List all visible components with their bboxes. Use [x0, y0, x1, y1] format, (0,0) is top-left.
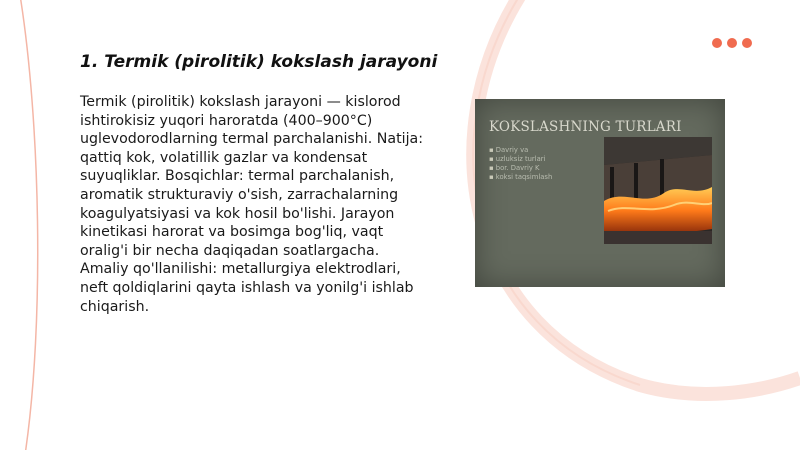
dot-icon: [742, 38, 752, 48]
image-bullet: ▪ bor. Davriy K: [489, 164, 609, 173]
coke-oven-photo: [604, 137, 712, 244]
slide-title: 1. Termik (pirolitik) kokslash jarayoni: [80, 52, 438, 72]
oven-fire-graphic: [604, 137, 712, 244]
image-bullet-list: [489, 146, 609, 182]
dots-menu-icon: [712, 38, 752, 48]
image-bullet: ▪ koksi taqsimlash: [489, 173, 609, 182]
dot-icon: [712, 38, 722, 48]
slide-image: [475, 99, 725, 287]
image-heading: KOKSLASHNING TURLARI: [489, 119, 682, 135]
image-bullet: ▪ Davriy va: [489, 146, 609, 155]
body-paragraph: Termik (pirolitik) kokslash jarayoni — kislorod ishtirokisiz yuqori haroratda (400–900°C) uglevodorodlarning termal parchalanishi. Natija: qattiq kok, volatillik gazlar va kondensat suyuqliklar. Bosqichlar: termal parchalanish, aromatik strukturaviy o'sish, zarrachalarning koagulyatsiyasi va kok hosil bo'lishi. Jarayon kinetikasi harorat va bosimga bog'liq, vaqt oralig'i bir necha daqiqadan soatlargacha. Amaliy qo'llanilishi: metallurgiya elektrodlari, neft qoldiqlarini qayta ishlash va yonilg'i ishlab chiqarish.: [80, 94, 423, 315]
dot-icon: [727, 38, 737, 48]
image-bullet: ▪ uzluksiz turlari: [489, 155, 609, 164]
